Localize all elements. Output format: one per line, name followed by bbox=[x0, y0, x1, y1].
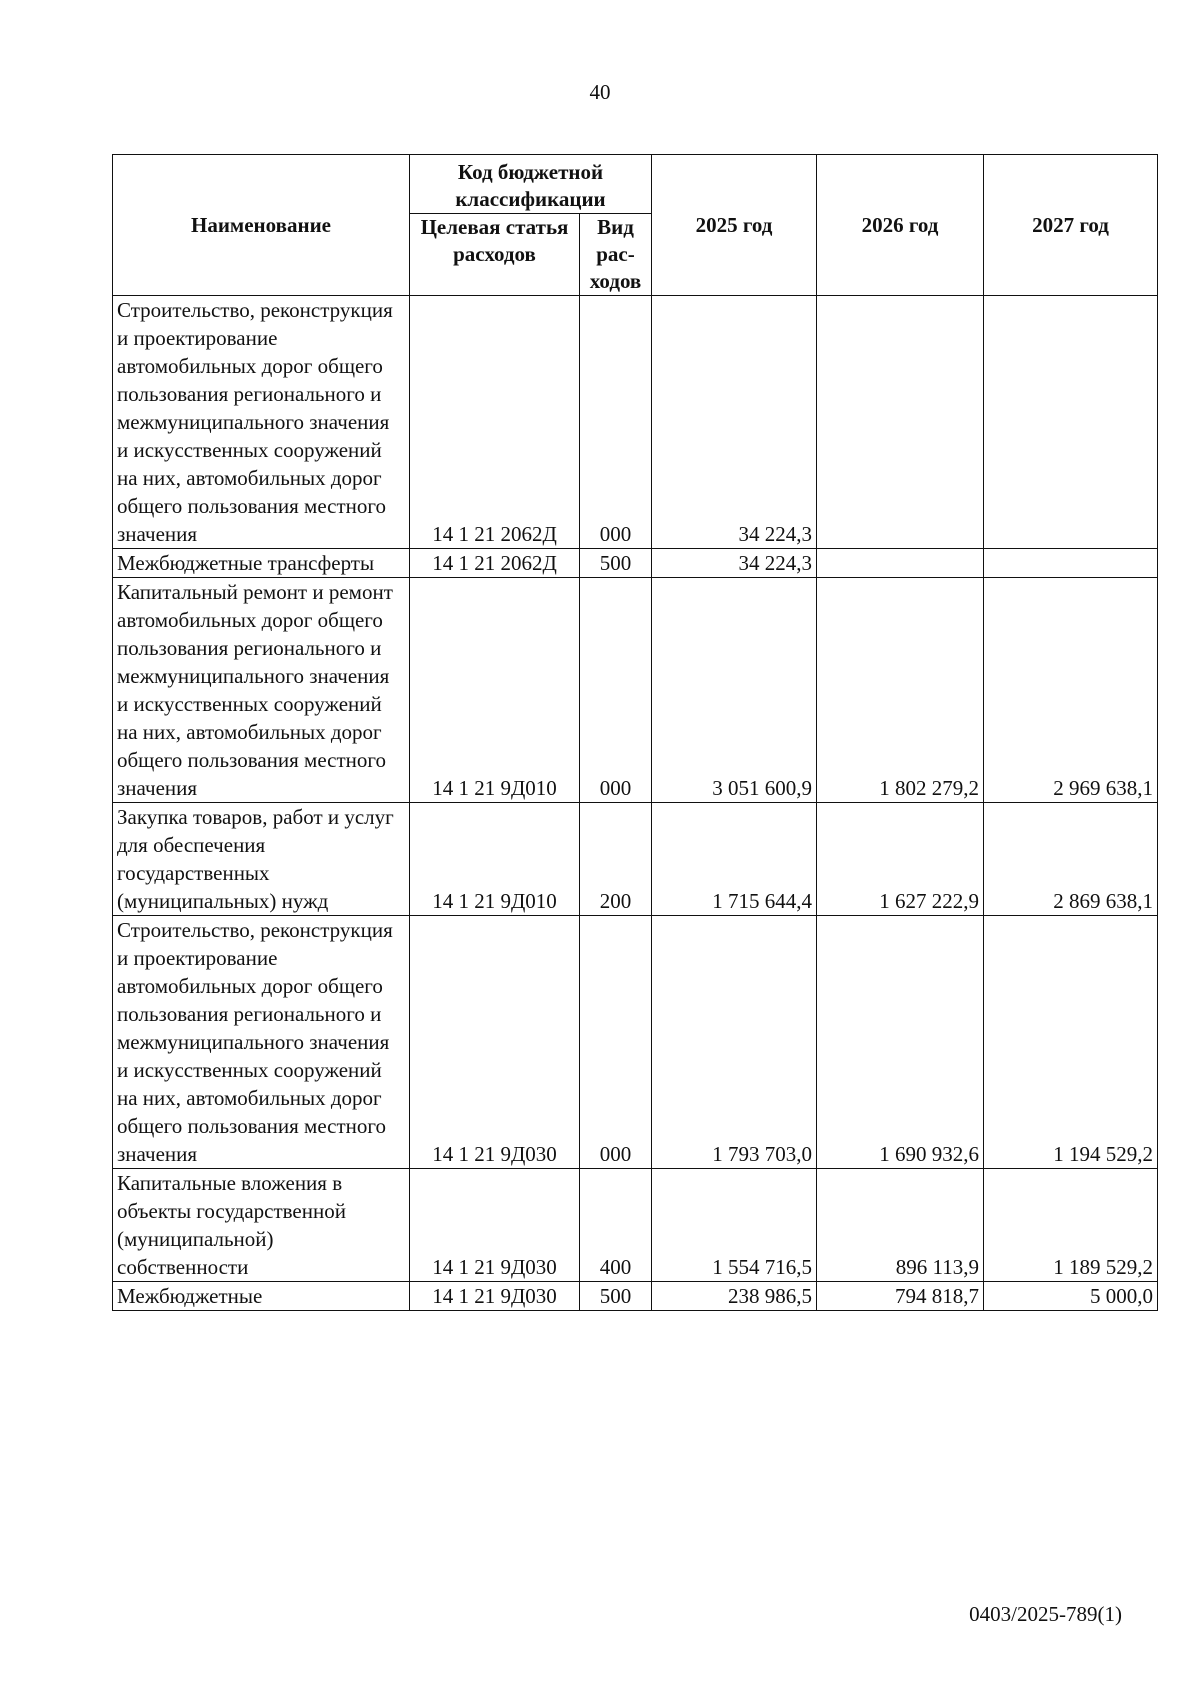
row-2027: 1 194 529,2 bbox=[984, 916, 1158, 1169]
row-expense-type: 000 bbox=[580, 578, 652, 803]
header-name: Наименование bbox=[113, 155, 410, 296]
row-2026: 794 818,7 bbox=[817, 1282, 984, 1311]
row-target-article: 14 1 21 9Д030 bbox=[410, 916, 580, 1169]
header-2026: 2026 год bbox=[817, 155, 984, 296]
row-2026: 896 113,9 bbox=[817, 1169, 984, 1282]
row-2025: 1 554 716,5 bbox=[652, 1169, 817, 1282]
row-2026 bbox=[817, 296, 984, 549]
row-2027 bbox=[984, 296, 1158, 549]
row-name: Закупка товаров, работ и услуг для обеспечения государственных (муниципальных) нужд bbox=[113, 803, 410, 916]
budget-table bbox=[112, 154, 1158, 1311]
row-expense-type: 000 bbox=[580, 296, 652, 549]
document-code: 0403/2025-789(1) bbox=[969, 1602, 1122, 1626]
row-2027: 5 000,0 bbox=[984, 1282, 1158, 1311]
header-2027: 2027 год bbox=[984, 155, 1158, 296]
table-row bbox=[113, 549, 1158, 578]
row-2027: 1 189 529,2 bbox=[984, 1169, 1158, 1282]
row-name: Межбюджетные трансферты bbox=[113, 549, 410, 578]
row-expense-type: 500 bbox=[580, 1282, 652, 1311]
row-target-article: 14 1 21 2062Д bbox=[410, 296, 580, 549]
row-name: Строительство, реконструкция и проектирование автомобильных дорог общего пользования регионального и межмуниципального значения и искусственных сооружений на них, автомобильных дорог общего пользования местного значения bbox=[113, 916, 410, 1169]
row-name: Межбюджетные bbox=[113, 1282, 410, 1311]
row-2026: 1 802 279,2 bbox=[817, 578, 984, 803]
row-2025: 1 793 703,0 bbox=[652, 916, 817, 1169]
row-target-article: 14 1 21 9Д010 bbox=[410, 578, 580, 803]
table-row bbox=[113, 803, 1158, 916]
row-target-article: 14 1 21 9Д030 bbox=[410, 1282, 580, 1311]
row-2025: 238 986,5 bbox=[652, 1282, 817, 1311]
header-2025: 2025 год bbox=[652, 155, 817, 296]
row-target-article: 14 1 21 9Д030 bbox=[410, 1169, 580, 1282]
table-row bbox=[113, 916, 1158, 1169]
row-expense-type: 500 bbox=[580, 549, 652, 578]
row-name: Капитальный ремонт и ремонт автомобильных дорог общего пользования регионального и межмуниципального значения и искусственных сооружений на них, автомобильных дорог общего пользования местного значения bbox=[113, 578, 410, 803]
row-2026 bbox=[817, 549, 984, 578]
row-2027: 2 869 638,1 bbox=[984, 803, 1158, 916]
table-row bbox=[113, 1169, 1158, 1282]
row-2026: 1 690 932,6 bbox=[817, 916, 984, 1169]
row-2025: 34 224,3 bbox=[652, 296, 817, 549]
row-2025: 3 051 600,9 bbox=[652, 578, 817, 803]
row-name: Капитальные вложения в объекты государственной (муниципальной) собственности bbox=[113, 1169, 410, 1282]
row-2025: 34 224,3 bbox=[652, 549, 817, 578]
row-2027 bbox=[984, 549, 1158, 578]
row-expense-type: 200 bbox=[580, 803, 652, 916]
table-row bbox=[113, 578, 1158, 803]
row-2026: 1 627 222,9 bbox=[817, 803, 984, 916]
row-expense-type: 000 bbox=[580, 916, 652, 1169]
row-target-article: 14 1 21 2062Д bbox=[410, 549, 580, 578]
table-row bbox=[113, 296, 1158, 549]
table-row bbox=[113, 1282, 1158, 1311]
header-code-group: Код бюджетной классификации bbox=[410, 155, 652, 214]
row-name: Строительство, реконструкция и проектирование автомобильных дорог общего пользования регионального и межмуниципального значения и искусственных сооружений на них, автомобильных дорог общего пользования местного значения bbox=[113, 296, 410, 549]
row-expense-type: 400 bbox=[580, 1169, 652, 1282]
row-2025: 1 715 644,4 bbox=[652, 803, 817, 916]
row-target-article: 14 1 21 9Д010 bbox=[410, 803, 580, 916]
page-number: 40 bbox=[589, 80, 611, 104]
header-expense-type: Вид рас-ходов bbox=[580, 214, 652, 296]
header-target-article: Целевая статья расходов bbox=[410, 214, 580, 296]
row-2027: 2 969 638,1 bbox=[984, 578, 1158, 803]
